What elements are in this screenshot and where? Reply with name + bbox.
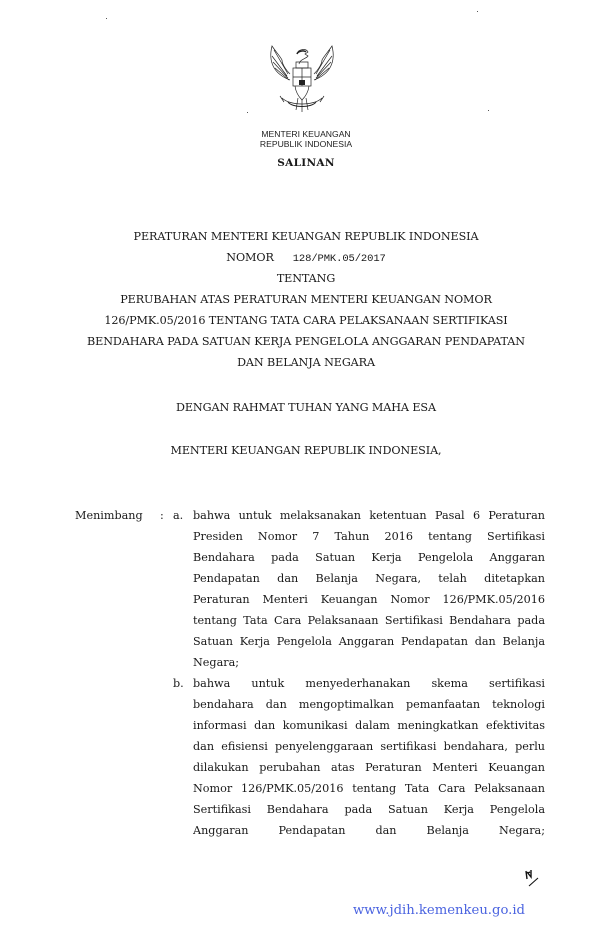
item-b-line: bahwa untuk menyederhanakan skema sertifikasi <box>193 677 545 690</box>
authority-line: MENTERI KEUANGAN REPUBLIK INDONESIA, <box>170 444 442 457</box>
subject-line-2: 126/PMK.05/2016 TENTANG TATA CARA PELAKSANAAN SERTIFIKASI <box>104 314 508 327</box>
item-a-line: Presiden Nomor 7 Tahun 2016 tentang Sertifikasi <box>193 530 545 543</box>
salinan-stamp: SALINAN <box>277 157 335 169</box>
item-b-line: informasi dan komunikasi dalam meningkatkan efektivitas <box>193 719 545 732</box>
initials-paraf-icon <box>523 868 541 890</box>
item-b-marker: b. <box>173 677 184 690</box>
nomor-label: NOMOR <box>226 251 274 264</box>
nomor-value: 128/PMK.05/2017 <box>292 253 386 265</box>
subject-line-1: PERUBAHAN ATAS PERATURAN MENTERI KEUANGAN NOMOR <box>120 293 492 306</box>
item-a-marker: a. <box>173 509 184 522</box>
item-a-line: Bendahara pada Satuan Kerja Pengelola Anggaran <box>193 551 545 564</box>
invocation: DENGAN RAHMAT TUHAN YANG MAHA ESA <box>176 401 436 414</box>
item-a-line: tentang Tata Cara Pelaksanaan Sertifikasi Bendahara pada <box>193 614 545 627</box>
regulation-number <box>0 247 612 270</box>
item-b-line: Anggaran Pendapatan dan Belanja Negara; <box>193 824 545 837</box>
subject-line-3: BENDAHARA PADA SATUAN KERJA PENGELOLA ANGGARAN PENDAPATAN <box>87 335 525 348</box>
item-b-line: dilakukan perubahan atas Peraturan Menteri Keuangan <box>193 761 545 774</box>
jdih-website-link[interactable]: www.jdih.kemenkeu.go.id <box>353 903 526 918</box>
scan-speck <box>106 18 107 19</box>
menimbang-label: Menimbang <box>75 509 143 522</box>
item-a-line: Negara; <box>193 656 240 669</box>
item-b-line: bendahara dan mengoptimalkan pemanfaatan teknologi <box>193 698 545 711</box>
item-b-line: Nomor 126/PMK.05/2016 tentang Tata Cara Pelaksanaan <box>193 782 545 795</box>
item-b-line: dan efisiensi penyelenggaraan sertifikasi bendahara, perlu <box>193 740 545 753</box>
institution-line1: MENTERI KEUANGAN <box>261 129 351 139</box>
consideration-item-b <box>193 673 545 841</box>
consideration-item-a <box>193 505 545 673</box>
item-a-line: Pendapatan dan Belanja Negara, telah ditetapkan <box>193 572 545 585</box>
item-a-line: Peraturan Menteri Keuangan Nomor 126/PMK.05/2016 <box>193 593 545 606</box>
subject-line-4: DAN BELANJA NEGARA <box>237 356 375 369</box>
tentang-label: TENTANG <box>276 272 336 285</box>
scan-speck <box>477 11 478 12</box>
garuda-emblem-icon <box>262 40 342 122</box>
scan-speck <box>247 112 248 113</box>
regulation-title: PERATURAN MENTERI KEUANGAN REPUBLIK INDONESIA <box>133 230 479 243</box>
institution-line2: REPUBLIK INDONESIA <box>259 139 353 149</box>
scan-speck <box>488 110 489 111</box>
menimbang-colon: : <box>160 509 164 522</box>
item-b-line: Sertifikasi Bendahara pada Satuan Kerja Pengelola <box>193 803 545 816</box>
item-a-line: bahwa untuk melaksanakan ketentuan Pasal 6 Peraturan <box>193 509 545 522</box>
item-a-line: Satuan Kerja Pengelola Anggaran Pendapatan dan Belanja <box>193 635 545 648</box>
